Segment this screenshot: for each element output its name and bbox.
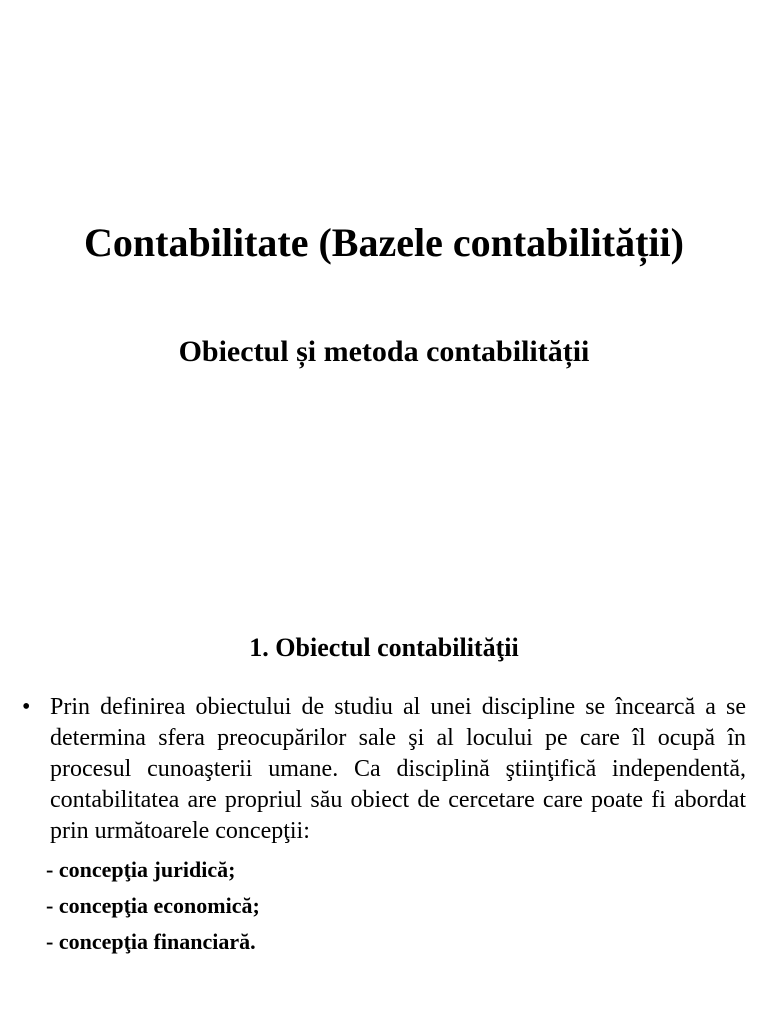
- concept-list: [46, 852, 726, 960]
- list-dash: -: [46, 893, 59, 918]
- page-title: Contabilitate (Bazele contabilității): [84, 220, 684, 265]
- list-item: [46, 924, 726, 960]
- paragraph-text: Prin definirea obiectului de studiu al unei discipline se încearcă a se determina sfera preocupărilor sale şi al locului pe care îl ocupă în procesul cunoaşterii umane. Ca disciplină ştiinţifică independentă, contabilitatea are propriul său obiect de cercetare care poate fi abordat prin următoarele concepţii:: [50, 694, 746, 844]
- list-dash: -: [46, 929, 59, 954]
- list-item: [46, 888, 726, 924]
- list-dash: -: [46, 857, 59, 882]
- list-item-text: concepţia financiară.: [58, 929, 256, 954]
- list-item-text: concepţia economică;: [58, 893, 260, 918]
- list-item: [46, 852, 726, 888]
- page-subtitle: Obiectul și metoda contabilității: [178, 335, 590, 368]
- list-item-text: concepţia juridică;: [58, 857, 236, 882]
- bullet-icon: •: [22, 694, 31, 720]
- section-heading: 1. Obiectul contabilităţii: [249, 633, 519, 662]
